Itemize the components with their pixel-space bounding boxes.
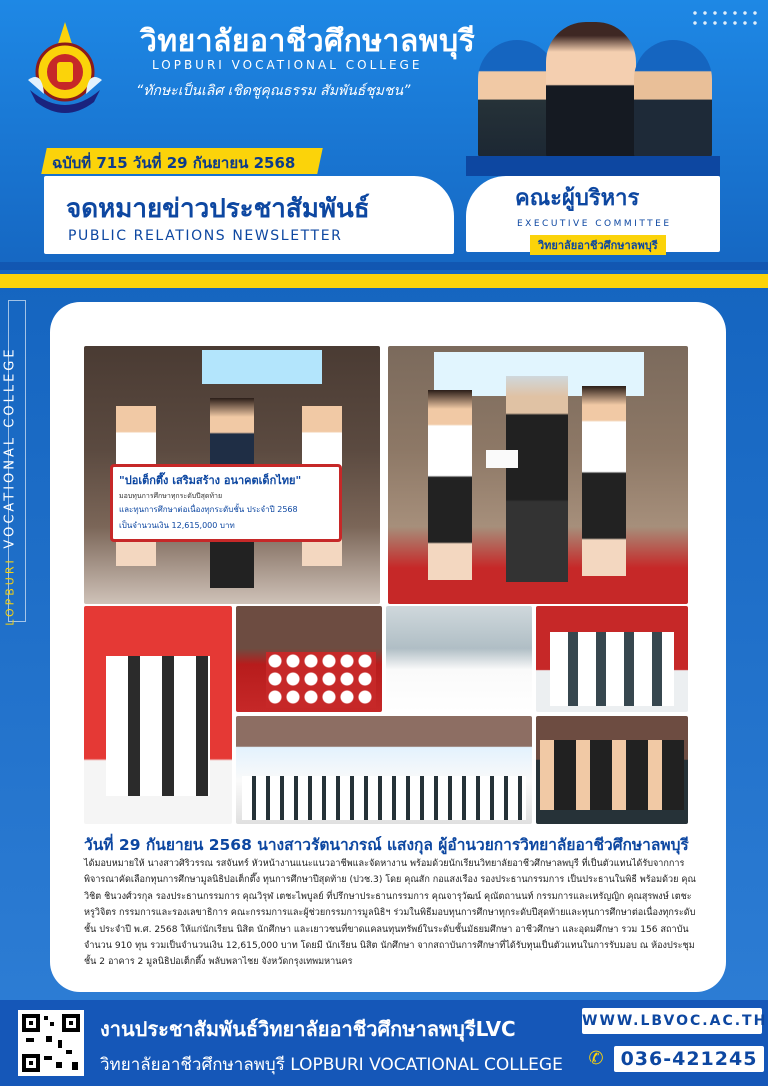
flower-arrangement (266, 652, 376, 708)
photo-envelope-handover (388, 346, 688, 604)
article-headline: วันที่ 29 กันยายน 2568 นางสาวรัตนาภรณ์ แสงกุล ผู้อำนวยการวิทยาลัยอาชีวศึกษาลพบุรี (84, 836, 689, 854)
qr-code[interactable] (18, 1010, 84, 1076)
college-motto: “ทักษะเป็นเลิศ เชิดชูคุณธรรม สัมพันธ์ชุมชน” (136, 83, 411, 99)
divider-ribbon-blue (0, 262, 768, 270)
envelope (486, 450, 518, 468)
officer-center (506, 376, 568, 582)
audience-rows (242, 776, 526, 820)
photo-speaker-podium (236, 606, 382, 712)
executive-photo-right (634, 40, 712, 158)
check-line-3: และทุนการศึกษาต่อเนื่องทุกระดับชั้น ประจำปี 2568 (119, 505, 298, 514)
executive-photo-center (546, 22, 636, 158)
check-title: "ปอเต็กตึ๊ง เสริมสร้าง อนาคตเด็กไทย" (119, 474, 302, 487)
executive-name-bar (466, 156, 720, 176)
divider-ribbon-yellow (0, 274, 768, 288)
check-line-2: มอบทุนการศึกษาทุกระดับปีสุดท้าย (119, 492, 223, 500)
phone-icon: ✆ (588, 1048, 604, 1069)
photo-students-closeup (386, 606, 532, 712)
website-link[interactable]: WWW.LBVOC.AC.TH (582, 1008, 762, 1034)
photo-hall-audience (236, 716, 532, 824)
newsletter-title-thai: จดหมายข่าวประชาสัมพันธ์ (66, 194, 370, 224)
phone-number[interactable]: 036-421245 (614, 1046, 764, 1072)
stage-screen (202, 350, 322, 384)
student-left (428, 390, 472, 580)
college-name-thai: วิทยาลัยอาชีวศึกษาลพบุรี (140, 24, 476, 59)
photo-committee-seated (536, 716, 688, 824)
student-right (582, 386, 626, 576)
college-logo (22, 20, 108, 120)
person-group (106, 656, 210, 796)
executive-photo-left (478, 40, 556, 158)
decor-dots (690, 8, 760, 28)
executive-title-thai: คณะผู้บริหาร (515, 186, 640, 211)
newsletter-title-english: PUBLIC RELATIONS NEWSLETTER (68, 228, 343, 244)
person-group (550, 632, 674, 706)
executive-college-label: วิทยาลัยอาชีวศึกษาลพบุรี (530, 235, 666, 255)
side-label-main: VOCATIONAL COLLEGE (2, 346, 18, 549)
scholarship-check-board (110, 464, 342, 542)
footer-college-name: วิทยาลัยอาชีวศึกษาลพบุรี LOPBURI VOCATIONAL COLLEGE (100, 1055, 563, 1075)
photo-group-backdrop-2 (536, 606, 688, 712)
side-label-sub: LOPBURI (3, 557, 17, 626)
footer-pr-unit: งานประชาสัมพันธ์วิทยาลัยอาชีวศึกษาลพบุรีLVC (100, 1017, 516, 1041)
photo-group-backdrop (84, 606, 232, 824)
check-amount: เป็นจำนวนเงิน 12,615,000 บาท (119, 521, 235, 530)
executive-title-english: EXECUTIVE COMMITTEE (517, 219, 672, 229)
seated-guests (540, 740, 684, 810)
photo-check-presentation (84, 346, 380, 604)
college-name-english: LOPBURI VOCATIONAL COLLEGE (152, 58, 423, 72)
article-body: ได้มอบหมายให้ นางสาวศิริวรรณ รสจันทร์ หัวหน้างานแนะแนวอาชีพและจัดหางาน พร้อมด้วยนักเรียนวิทยาลัยอาชีวศึกษาลพบุรี ที่เป็นตัวแทนได้รับจากการพิจารณาคัดเลือกทุนการศึกษามูลนิธิปอเต็กตึ๊ง ทุนการศึกษาปีสุดท้าย (ปวช.3) โดย คุณสัก กอแสงเรือง รองประธานกรรมการ เป็นประธานในพิธี พร้อมด้วย คุณวิชิต ชินวงศ์วรกุล รองประธานกรรมการ คุณวิรุฬ เตชะไพบูลย์ ที่ปรึกษาประธานกรรมการ คุณจารุวัฒน์ คุณัตถานนท์ กรรมการและเหรัญญิก คุณสุรพงษ์ เตชะหรูวิจิตร กรรมการและรองเลขาธิการ คณะกรรมการและผู้ช่วยกรรมการมูลนิธิฯ ร่วมในพิธีมอบทุนการศึกษาทุกระดับปีสุดท้ายและทุนการศึกษาต่อเนื่องทุกระดับชั้น ประจำปี พ.ศ. 2568 ให้แก่นักเรียน นิสิต นักศึกษา และเยาวชนที่ขาดแคลนทุนทรัพย์ในระดับชั้นมัธยมศึกษา อาชีวศึกษา และอุดมศึกษา รวม 156 สถาบัน จำนวน 910 ทุน รวมเป็นจำนวนเงิน 12,615,000 บาท โดยมี นักเรียน นิสิต นักศึกษา จากสถาบันการศึกษาที่ได้รับทุนเป็นตัวแทนในการรับมอบ ณ ห้องประชุมชั้น 2 อาคาร 2 มูลนิธิปอเต็กตึ๊ง พลับพลาไชย จังหวัดกรุงเทพมหานคร (84, 859, 696, 968)
issue-number-date: ฉบับที่ 715 วันที่ 29 กันยายน 2568 (52, 154, 296, 172)
